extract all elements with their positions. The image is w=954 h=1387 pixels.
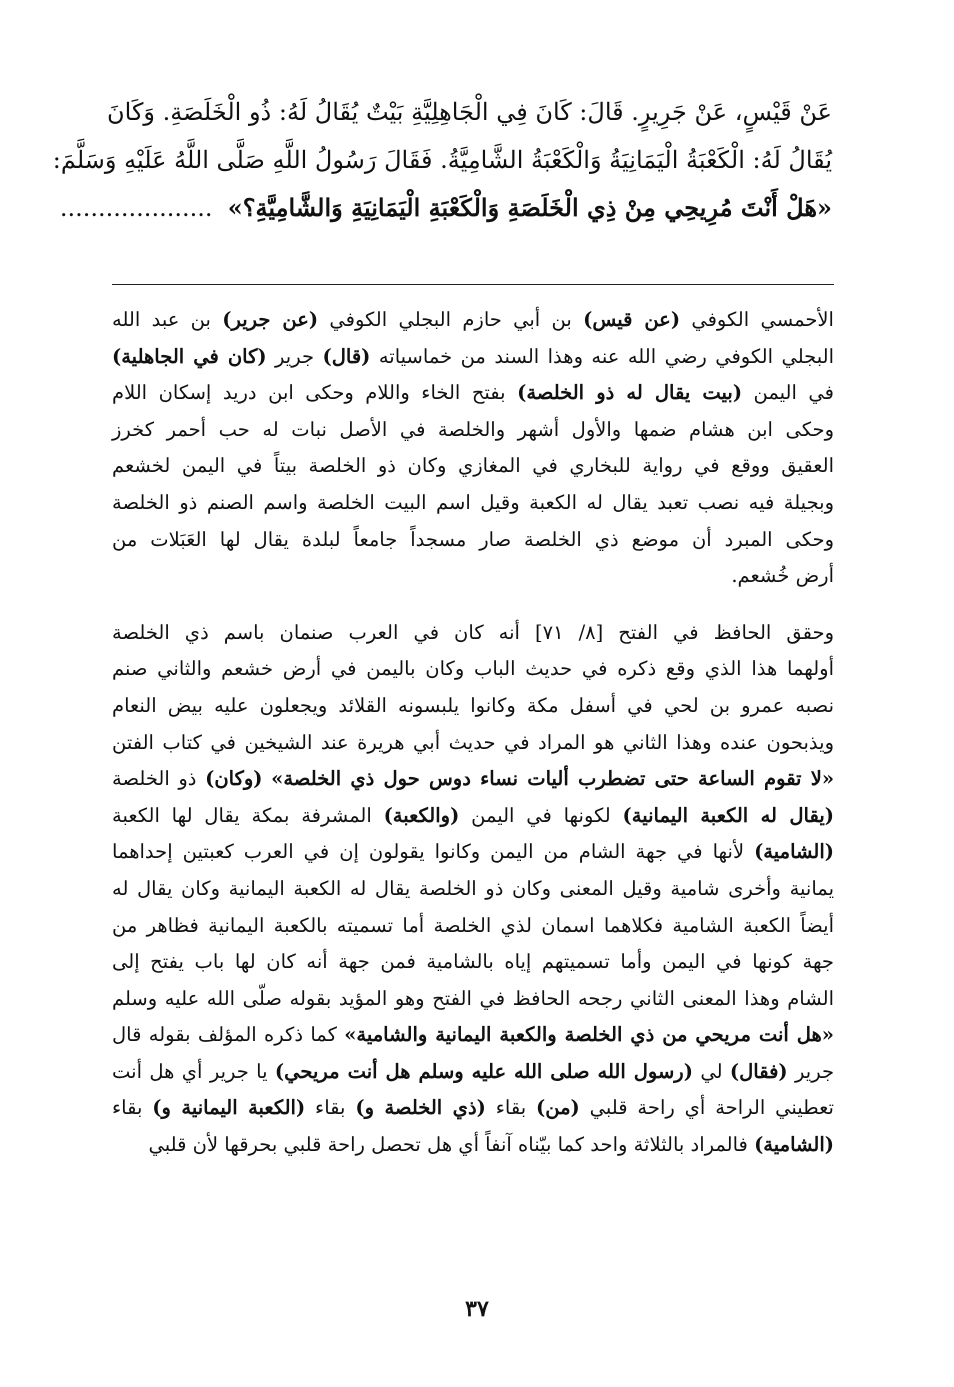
bold-phrase: (الشامية) [754, 840, 834, 864]
bold-phrase: (والكعبة) [383, 803, 460, 827]
hadith-line [59, 184, 832, 232]
commentary-line: وحكى المبرد أن موضع ذي الخلصة صار مسجداً جامعاً لبلدة يقال لها العَبَلات من [112, 527, 834, 551]
hadith-quote: «هَلْ أَنْتَ مُرِيحِي مِنْ ذِي الْخَلَصَةِ وَالْكَعْبَةِ الْيَمَانِيَةِ وَالشَّامِيَّةِ؟» [227, 193, 832, 222]
commentary-line: جهة كونها في اليمن وأما تسميتهم إياه بالشامية فمن جهة أنه كان لها باب يفتح إلى [112, 950, 834, 974]
commentary-line: (الشامية) لأنها في جهة الشام من اليمن وكانوا يقولون إن في العرب كعبتين إحداهما [112, 840, 834, 864]
commentary-line: (يقال له الكعبة اليمانية) لكونها في اليمن (والكعبة) المشرفة بمكة يقال لها الكعبة [112, 803, 834, 827]
bold-phrase: «هل أنت مريحي من ذي الخلصة والكعبة اليمانية والشامية» [344, 1023, 834, 1047]
bold-phrase: (يقال له الكعبة اليمانية) [622, 803, 834, 827]
bold-phrase: (ذي الخلصة و) [355, 1096, 486, 1120]
bold-phrase: (قال) [322, 344, 371, 368]
bold-phrase: (رسول الله صلى الله عليه وسلم هل أنت مريحي) [274, 1059, 693, 1083]
commentary-line: العقيق ووقع في رواية للبخاري في المغازي وكان ذو الخلصة بيتاً في اليمن لخشعم [112, 454, 834, 478]
commentary-paragraph-1 [112, 302, 834, 595]
commentary-line: وبجيلة فيه نصب تعبد يقال له الكعبة وقيل اسم البيت الخلصة واسم الصنم ذو الخلصة [112, 490, 834, 514]
commentary-line: وحقق الحافظ في الفتح [٨/ ٧١] أنه كان في العرب صنمان باسم ذي الخلصة [112, 620, 834, 644]
commentary-line: جرير (فقال) لي (رسول الله صلى الله عليه وسلم هل أنت مريحي) يا جرير أي هل أنت [112, 1059, 835, 1083]
commentary-line: البجلي الكوفي رضي الله عنه وهذا السند من خماسياته (قال) جرير (كان في الجاهلية) [112, 344, 834, 368]
page-number: ٣٧ [465, 1296, 489, 1322]
footnote-separator [112, 284, 834, 285]
commentary-line: تعطيني الراحة أي راحة قلبي (من) بقاء (ذي الخلصة و) بقاء (الكعبة اليمانية و) بقاء [112, 1096, 834, 1120]
hadith-dots: .................... [59, 194, 213, 222]
bold-phrase: (الشامية) [754, 1133, 834, 1157]
hadith-text [52, 88, 832, 232]
commentary-line: ويذبحون عنده وهذا الثاني هو المراد في حديث أبي هريرة عند الشيخين في كتاب الفتن [112, 730, 834, 754]
commentary-paragraph-2 [112, 615, 834, 1164]
commentary-line: «لا تقوم الساعة حتى تضطرب أليات نساء دوس حول ذي الخلصة» (وكان) ذو الخلصة [112, 767, 835, 791]
bold-phrase: (كان في الجاهلية) [112, 344, 267, 368]
commentary-line: الشام وهذا المعنى الثاني رجحه الحافظ في الفتح وهو المؤيد بقوله صلّى الله عليه وسلم [112, 986, 834, 1010]
bold-phrase: (بيت يقال له ذو الخلصة) [517, 381, 743, 405]
commentary-line: (الشامية) فالمراد بالثلاثة واحد كما بيّناه آنفاً أي هل تحصل راحة قلبي بحرقها لأن قلبي [148, 1133, 834, 1157]
commentary-line: في اليمن (بيت يقال له ذو الخلصة) بفتح الخاء واللام وحكى ابن دريد إسكان اللام [112, 381, 834, 405]
bold-phrase: (فقال) [729, 1059, 788, 1083]
commentary-line: وحكى ابن هشام ضمها والأول أشهر والخلصة في الأصل نبات له حب أحمر كخرز [112, 417, 834, 441]
bold-phrase: (من) [536, 1096, 580, 1120]
commentary-line: نصبه عمرو بن لحي في أسفل مكة وكانوا يلبسونه القلائد ويجعلون عليه بيض النعام [112, 693, 834, 717]
commentary-line: يمانية وأخرى شامية وقيل المعنى وكان ذو الخلصة يقال له الكعبة اليمانية وكان يقال له [112, 876, 834, 900]
commentary-line: الأحمسي الكوفي (عن قيس) بن أبي حازم البجلي الكوفي (عن جرير) بن عبد الله [112, 308, 834, 331]
commentary-line: «هل أنت مريحي من ذي الخلصة والكعبة اليمانية والشامية» كما ذكره المؤلف بقوله قال [112, 1023, 834, 1047]
bold-phrase: (عن جرير) [222, 308, 319, 331]
paragraph-gap [112, 595, 834, 615]
hadith-line: يُقَالُ لَهُ: الْكَعْبَةُ الْيَمَانِيَةُ وَالْكَعْبَةُ الشَّامِيَّةُ. فَقَالَ رَسُولُ اللَّهِ صَلَّى اللَّهُ عَلَيْهِ وَسَلَّمَ: [52, 146, 832, 174]
hadith-line: عَنْ قَيْسٍ، عَنْ جَرِيرٍ. قَالَ: كَانَ فِي الْجَاهِلِيَّةِ بَيْتٌ يُقَالُ لَهُ: ذُو الْخَلَصَةِ. وَكَانَ [107, 98, 832, 126]
bold-phrase: «لا تقوم الساعة حتى تضطرب أليات نساء دوس حول ذي الخلصة» [271, 767, 835, 791]
bold-phrase: (وكان) [205, 767, 263, 791]
bold-phrase: (عن قيس) [583, 308, 681, 331]
bold-phrase: (الكعبة اليمانية و) [152, 1096, 306, 1120]
commentary-line: أيضاً الكعبة الشامية فكلاهما اسمان لذي الخلصة أما تسميته بالكعبة اليمانية فظاهر من [112, 913, 834, 937]
commentary-line: أولهما هذا الذي وقع ذكره في حديث الباب وكان باليمن في أرض خشعم والثاني صنم [112, 657, 834, 681]
commentary-line: أرض خُشعم. [731, 564, 834, 588]
commentary-text [112, 302, 834, 1164]
